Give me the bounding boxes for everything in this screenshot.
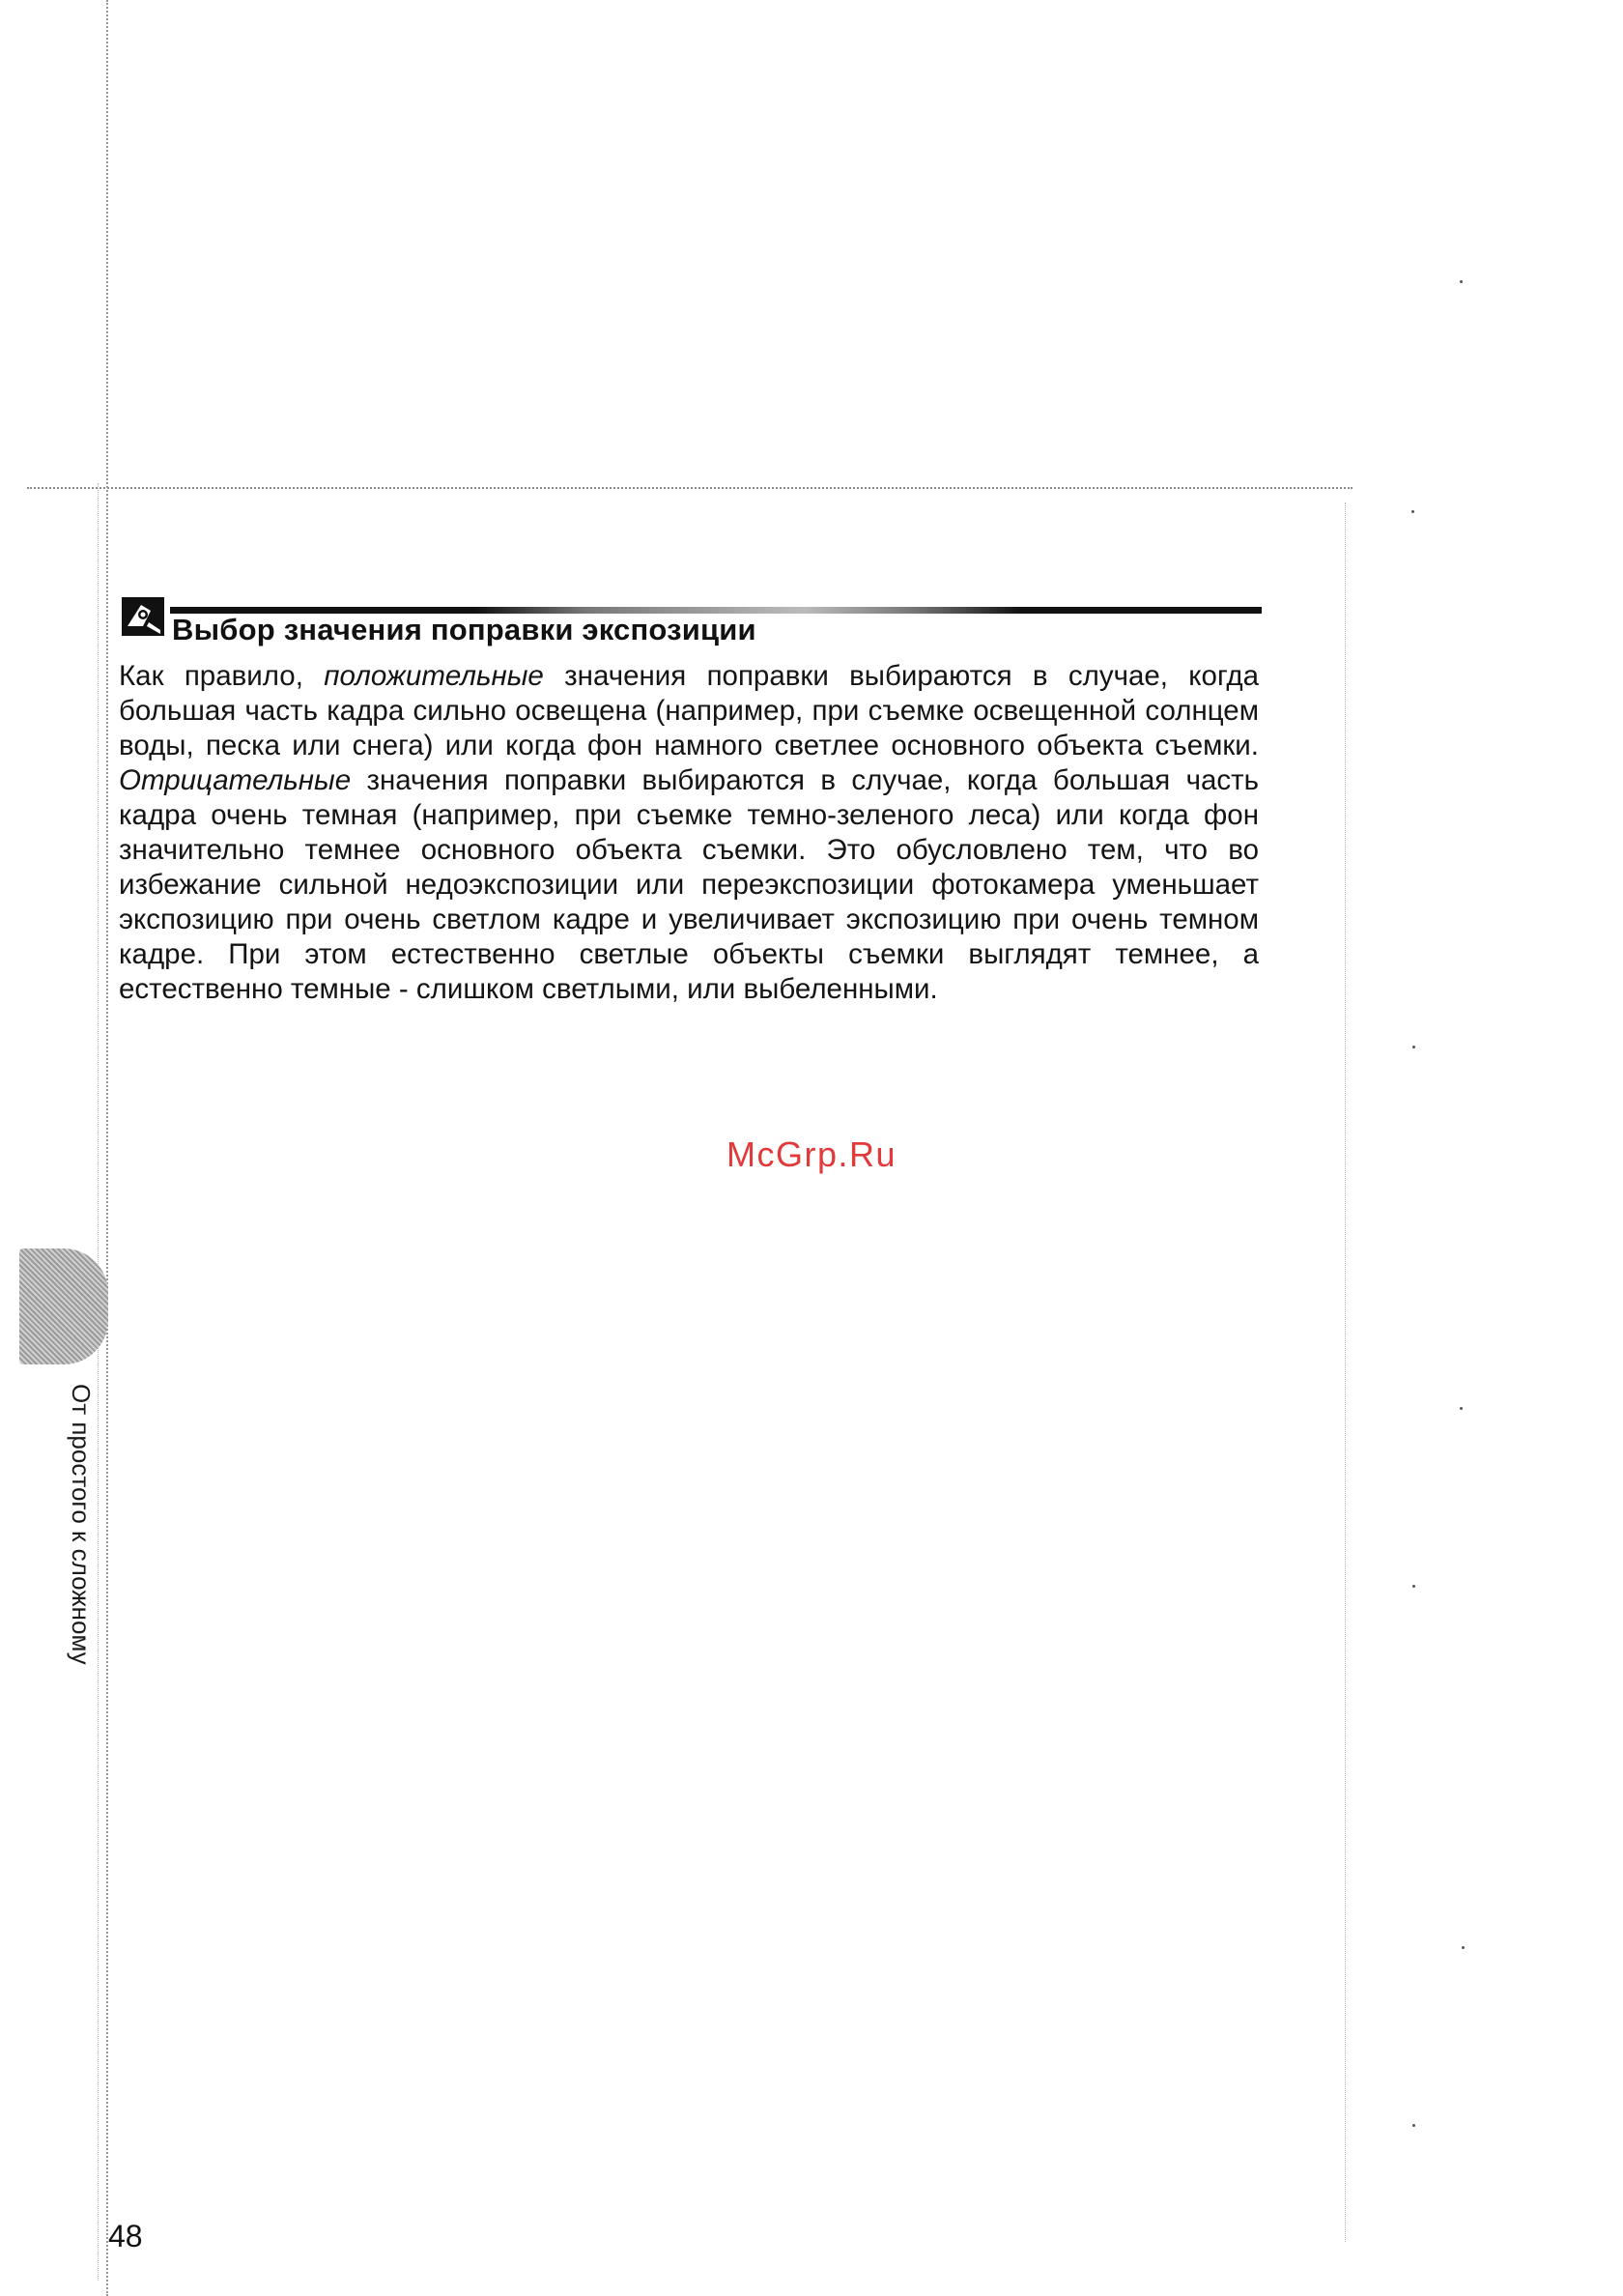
scan-speck: [1462, 1946, 1465, 1949]
body-text-part: значения поправки выбираются в случае, когда большая часть кадра очень темная (например, при съемке темно-зеленого леса) или когда фон значительно темнее основного объекта съемки. Это обусловлено тем, что во избежание сильной недоэкспозиции или переэкспозиции фотокамера уменьшает экспозицию при очень светлом кадре и увеличивает экспозицию при очень темном кадре. При этом естественно светлые объекты съемки выглядят темнее, а естественно темные - слишком светлыми, или выбеленными.: [119, 764, 1259, 1005]
scan-speck: [1460, 280, 1463, 283]
watermark: McGrp.Ru: [726, 1134, 897, 1174]
scan-speck: [1460, 1407, 1463, 1410]
camera-notes-icon: [122, 597, 164, 636]
section-title: Выбор значения поправки экспозиции: [172, 613, 756, 646]
section-header: [122, 595, 1262, 646]
body-text-part: Как правило,: [119, 660, 325, 692]
chapter-tab-label: От простого к сложному: [67, 1384, 96, 1665]
scan-left-edge-inner: [98, 483, 99, 2281]
scan-top-rule: [27, 487, 1352, 489]
negative-term: Отрицательные: [119, 764, 352, 796]
scan-right-edge: [1345, 502, 1346, 2242]
scan-speck: [1412, 1585, 1415, 1588]
scan-left-edge: [106, 0, 108, 2296]
page-number: 48: [108, 2219, 143, 2253]
body-paragraph: [119, 659, 1259, 1007]
scan-speck: [1412, 1046, 1415, 1048]
chapter-tab: [19, 1248, 108, 1364]
positive-term: положительные: [324, 660, 544, 692]
body-text-part: значения поправки выбираются в случае, когда большая часть кадра сильно освещена (например, при съемке освещенной солнцем воды, песка или снега) или когда фон намного светлее основного объекта съемки.: [119, 660, 1259, 761]
scan-speck: [1412, 2124, 1415, 2127]
scan-speck: [1411, 510, 1414, 513]
